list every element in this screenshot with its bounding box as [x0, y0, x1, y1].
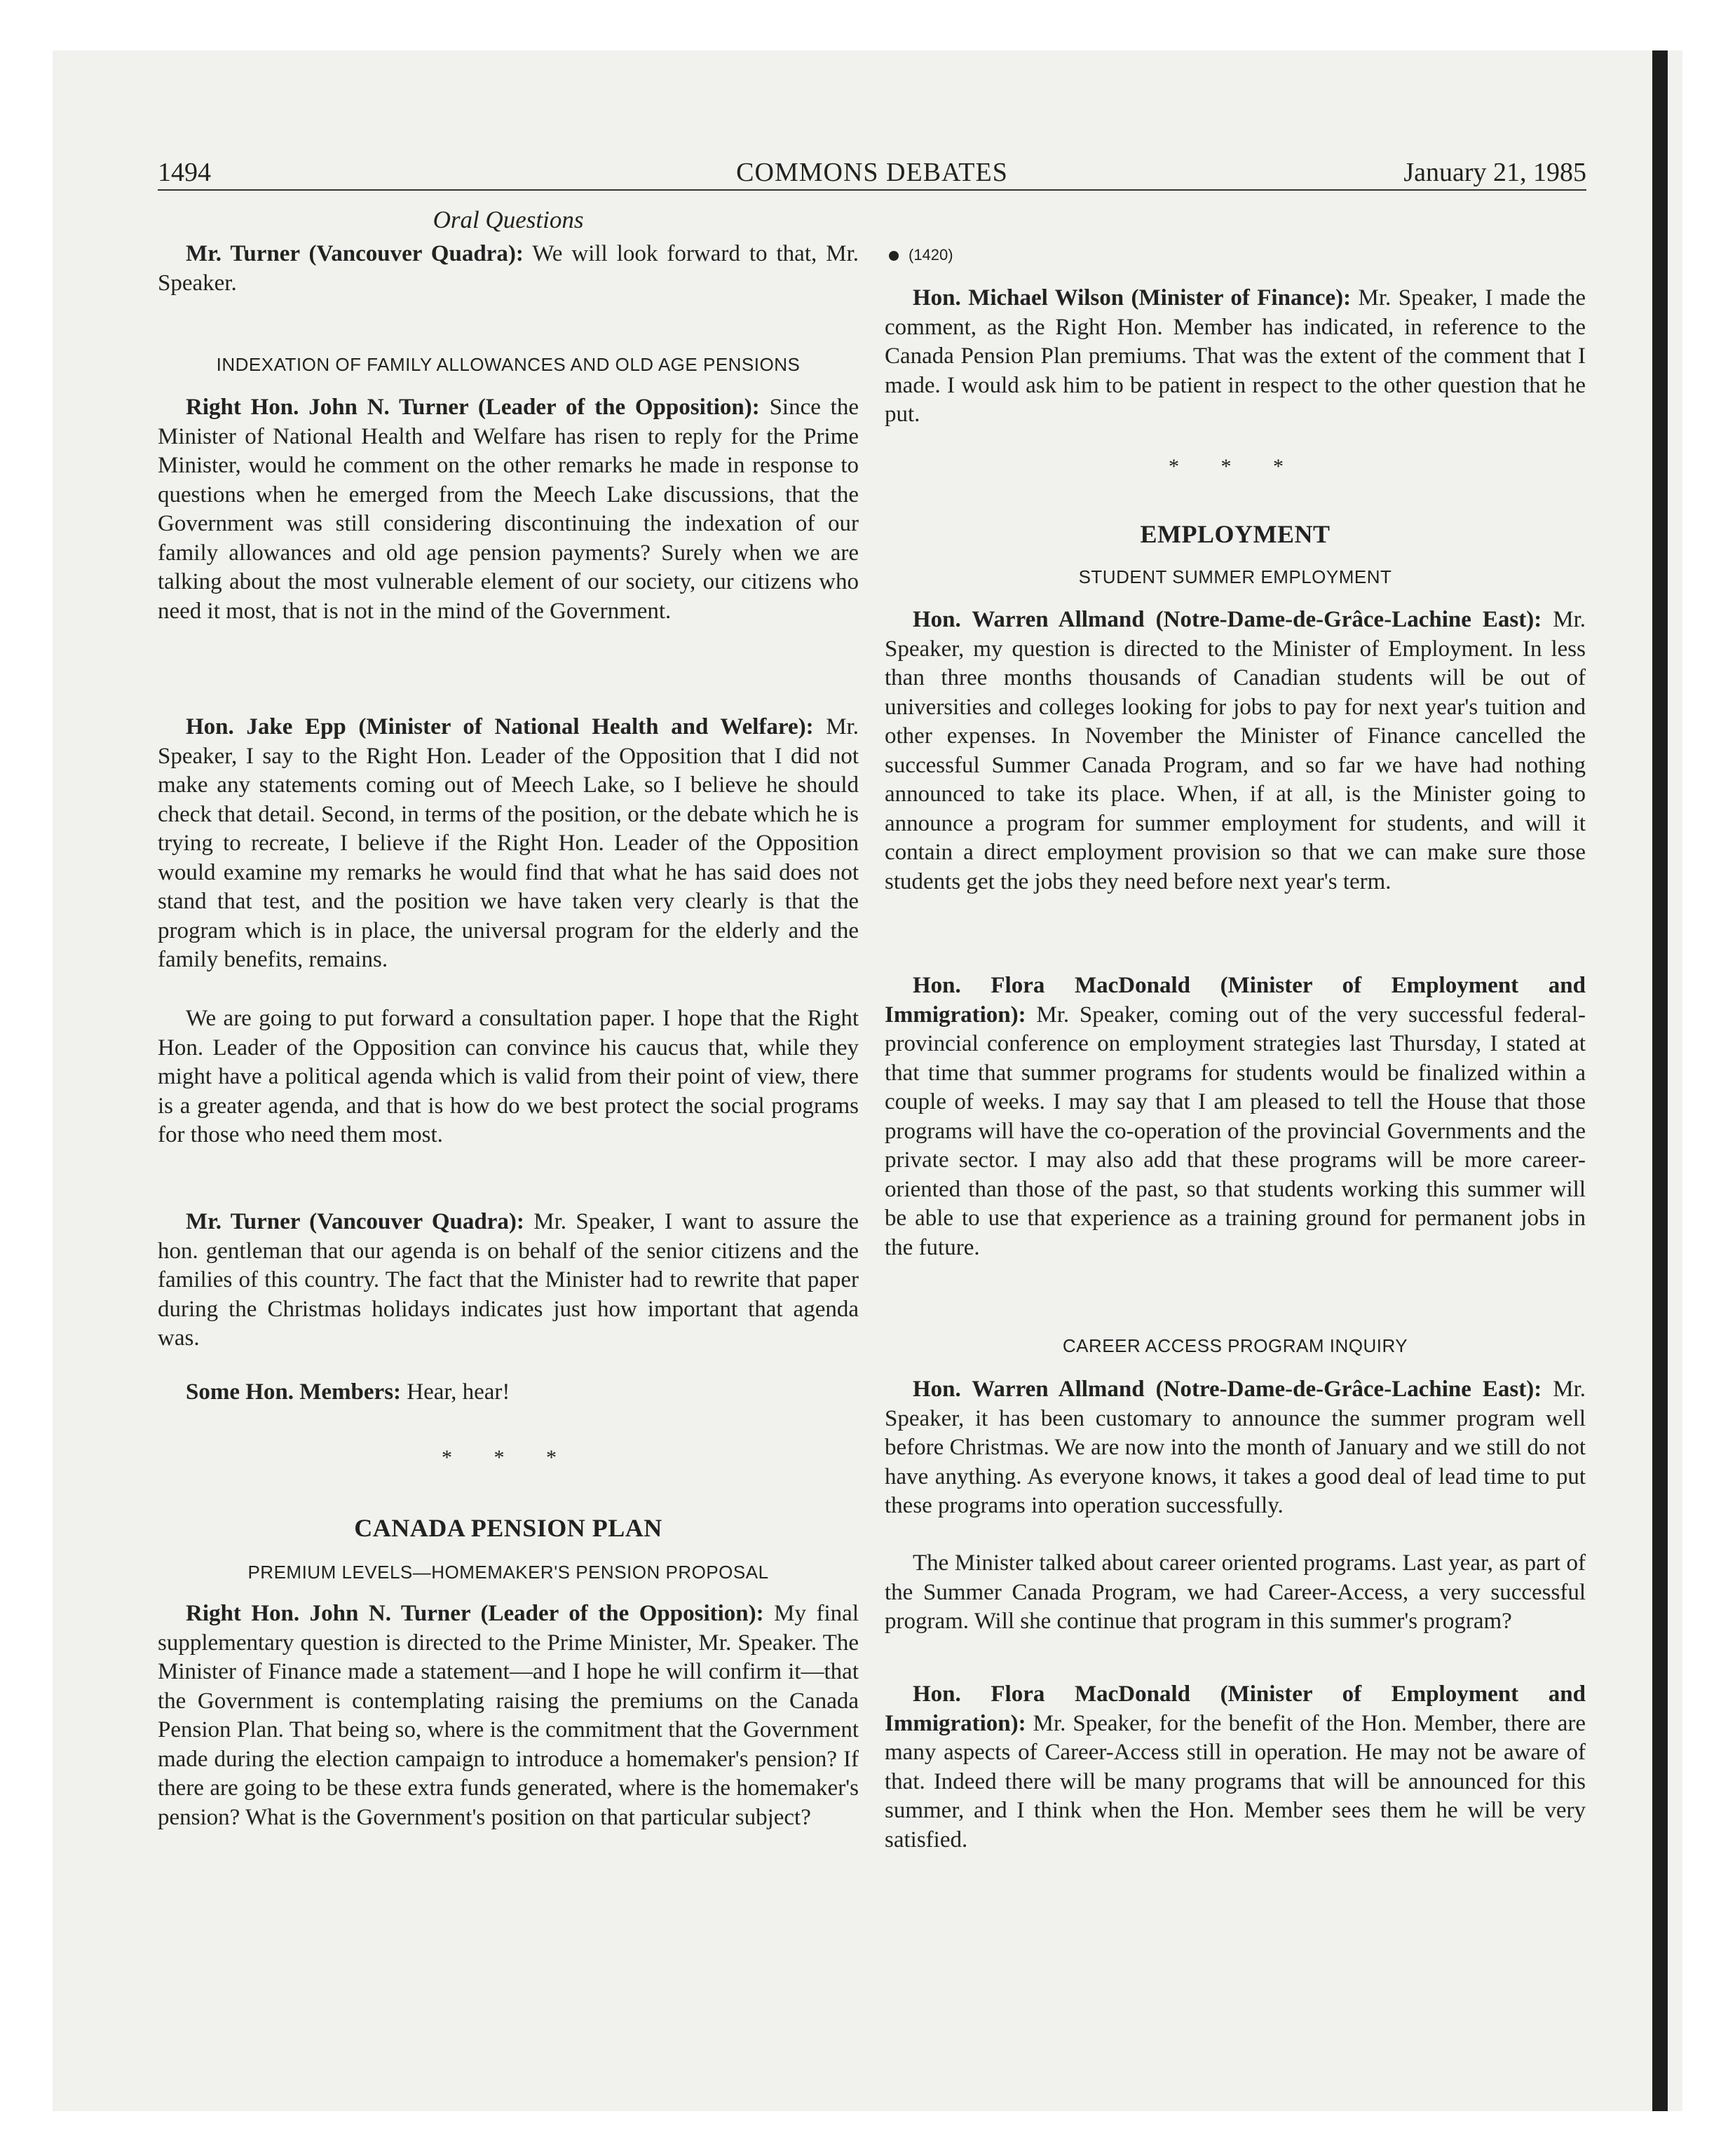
- speaker-name: Hon. Michael Wilson (Minister of Finance):: [913, 285, 1352, 311]
- speaker-name: Right Hon. John N. Turner (Leader of the Opposition):: [186, 1601, 764, 1626]
- section-divider: * * *: [442, 1446, 575, 1469]
- speech-paragraph: [158, 1378, 859, 1407]
- speech-paragraph: [885, 1375, 1586, 1521]
- speech-text: Mr. Speaker, it has been customary to announce the summer program well before Christmas. We are now into the month of January and we still do not have anything. As everyone knows, it takes a good deal of lead time to put these programs into operation successfully.: [885, 1377, 1586, 1518]
- speaker-name: Hon. Flora MacDonald (Minister of Employment and Immigration):: [885, 973, 1586, 1028]
- section-heading: EMPLOYMENT: [1140, 520, 1331, 548]
- subheading: PREMIUM LEVELS—HOMEMAKER'S PENSION PROPOSAL: [247, 1562, 769, 1583]
- subheading: INDEXATION OF FAMILY ALLOWANCES AND OLD AGE PENSIONS: [216, 354, 801, 375]
- speech-paragraph: [885, 606, 1586, 896]
- publication-title: COMMONS DEBATES: [736, 158, 1008, 187]
- section-caption: Oral Questions: [433, 206, 584, 233]
- speech-text: Mr. Speaker, I say to the Right Hon. Leader of the Opposition that I did not make any statements coming out of Meech Lake, so I believe he should check that detail. Second, in terms of the position, or the debate which he is trying to recreate, I believe if the Right Hon. Leader of the Opposition would examine my remarks he would find that what he has said does not stand that test, and the position we have taken very clearly is that the program which is in place, the universal program for the elderly and the family benefits, remains.: [158, 714, 859, 972]
- speech-text: Mr. Speaker, coming out of the very successful federal-provincial conference on employment strategies last Thursday, I stated at that time that summer programs for students would be finalized within a couple of weeks. I may say that I am pleased to tell the House that those programs will have the co-operation of the provincial Governments and the private sector. I may also add that these programs will be more career-oriented than those of the past, so that students working this summer will be able to use that experience as a training ground for permanent jobs in the future.: [885, 1002, 1586, 1260]
- time-marker: [885, 244, 1586, 266]
- speech-paragraph: [885, 1680, 1586, 1855]
- speech-text: We will look forward to that, Mr. Speaker.: [158, 241, 859, 296]
- speaker-name: Some Hon. Members:: [186, 1379, 402, 1405]
- binding-shadow: [1652, 50, 1668, 2111]
- running-head: [158, 156, 1586, 191]
- speech-text: We are going to put forward a consultation paper. I hope that the Right Hon. Leader of the Opposition can convince his caucus that, while they might have a political agenda which is valid from their point of view, there is a greater agenda, and that is how do we best protect the social programs for those who need them most.: [158, 1006, 859, 1147]
- speech-paragraph: [158, 393, 859, 626]
- speaker-name: Hon. Jake Epp (Minister of National Health and Welfare):: [186, 714, 814, 739]
- speech-paragraph: [885, 1549, 1586, 1637]
- speech-text: Mr. Speaker, I want to assure the hon. gentleman that our agenda is on behalf of the senior citizens and the families of this country. The fact that the Minister had to rewrite that paper during the Christmas holidays indicates just how important that agenda was.: [158, 1209, 859, 1351]
- page-number: 1494: [158, 158, 211, 187]
- speech-paragraph: [158, 1599, 859, 1832]
- speaker-name: Hon. Warren Allmand (Notre-Dame-de-Grâce-Lachine East):: [913, 607, 1542, 632]
- publication-date: January 21, 1985: [1403, 158, 1586, 187]
- speech-paragraph: [158, 240, 859, 298]
- section-heading: CANADA PENSION PLAN: [354, 1514, 662, 1542]
- speech-text: Hear, hear!: [401, 1379, 510, 1405]
- speech-text: Mr. Speaker, for the benefit of the Hon. Member, there are many aspects of Career-Access still in operation. He may not be aware of that. Indeed there will be many programs that will be announced for this summer, and I think when the Hon. Member sees them he will be very satisfied.: [885, 1710, 1586, 1853]
- speaker-name: Mr. Turner (Vancouver Quadra):: [186, 241, 524, 266]
- speaker-name: Mr. Turner (Vancouver Quadra):: [186, 1209, 524, 1234]
- bullet-icon: [889, 251, 899, 261]
- speech-text: Mr. Speaker, my question is directed to the Minister of Employment. In less than three months thousands of Canadian students will be out of universities and colleges looking for jobs to pay for next year's tuition and other expenses. In November the Minister of Finance cancelled the successful Summer Canada Program, and so far we have had nothing announced to take its place. When, if at all, is the Minister going to announce a program for summer employment for students, and will it contain a direct employment provision so that we can make sure those students get the jobs they need before next year's term.: [885, 607, 1586, 894]
- section-divider: * * *: [1169, 455, 1302, 478]
- speech-paragraph: [158, 713, 859, 975]
- speaker-name: Right Hon. John N. Turner (Leader of the Opposition):: [186, 395, 760, 420]
- speech-text: The Minister talked about career oriented programs. Last year, as part of the Summer Canada Program, we had Career-Access, a very successful program. Will she continue that program in this summer's program?: [885, 1550, 1586, 1634]
- speech-paragraph: [158, 1004, 859, 1150]
- speech-text: Since the Minister of National Health and Welfare has risen to reply for the Prime Minister, would he comment on the other remarks he made in response to questions when he emerged from the Meech Lake discussions, that the Government was still considering discontinuing the indexation of our family allowances and old age pension payments? Surely when we are talking about the most vulnerable element of our society, our citizens who need it most, that is not in the mind of the Government.: [158, 395, 859, 624]
- subheading: CAREER ACCESS PROGRAM INQUIRY: [1062, 1335, 1408, 1356]
- speech-paragraph: [885, 971, 1586, 1262]
- speaker-name: Hon. Warren Allmand (Notre-Dame-de-Grâce-Lachine East):: [913, 1377, 1542, 1402]
- subheading: STUDENT SUMMER EMPLOYMENT: [1078, 566, 1392, 587]
- speech-text: My final supplementary question is directed to the Prime Minister, Mr. Speaker. The Minister of Finance made a statement—and I hope he will confirm it—that the Government is contemplating raising the premiums on the Canada Pension Plan. That being so, where is the commitment that the Government made during the election campaign to introduce a homemaker's pension? If there are going to be these extra funds generated, where is the homemaker's pension? What is the Government's position on that particular subject?: [158, 1601, 859, 1830]
- time-marker-text: (1420): [909, 246, 953, 264]
- speech-paragraph: [158, 1208, 859, 1353]
- speech-paragraph: [885, 284, 1586, 430]
- speech-text: Mr. Speaker, I made the comment, as the Right Hon. Member has indicated, in reference to the Canada Pension Plan premiums. That was the extent of the comment that I made. I would ask him to be patient in respect to the other question that he put.: [885, 285, 1586, 427]
- speaker-name: Hon. Flora MacDonald (Minister of Employment and Immigration):: [885, 1681, 1586, 1736]
